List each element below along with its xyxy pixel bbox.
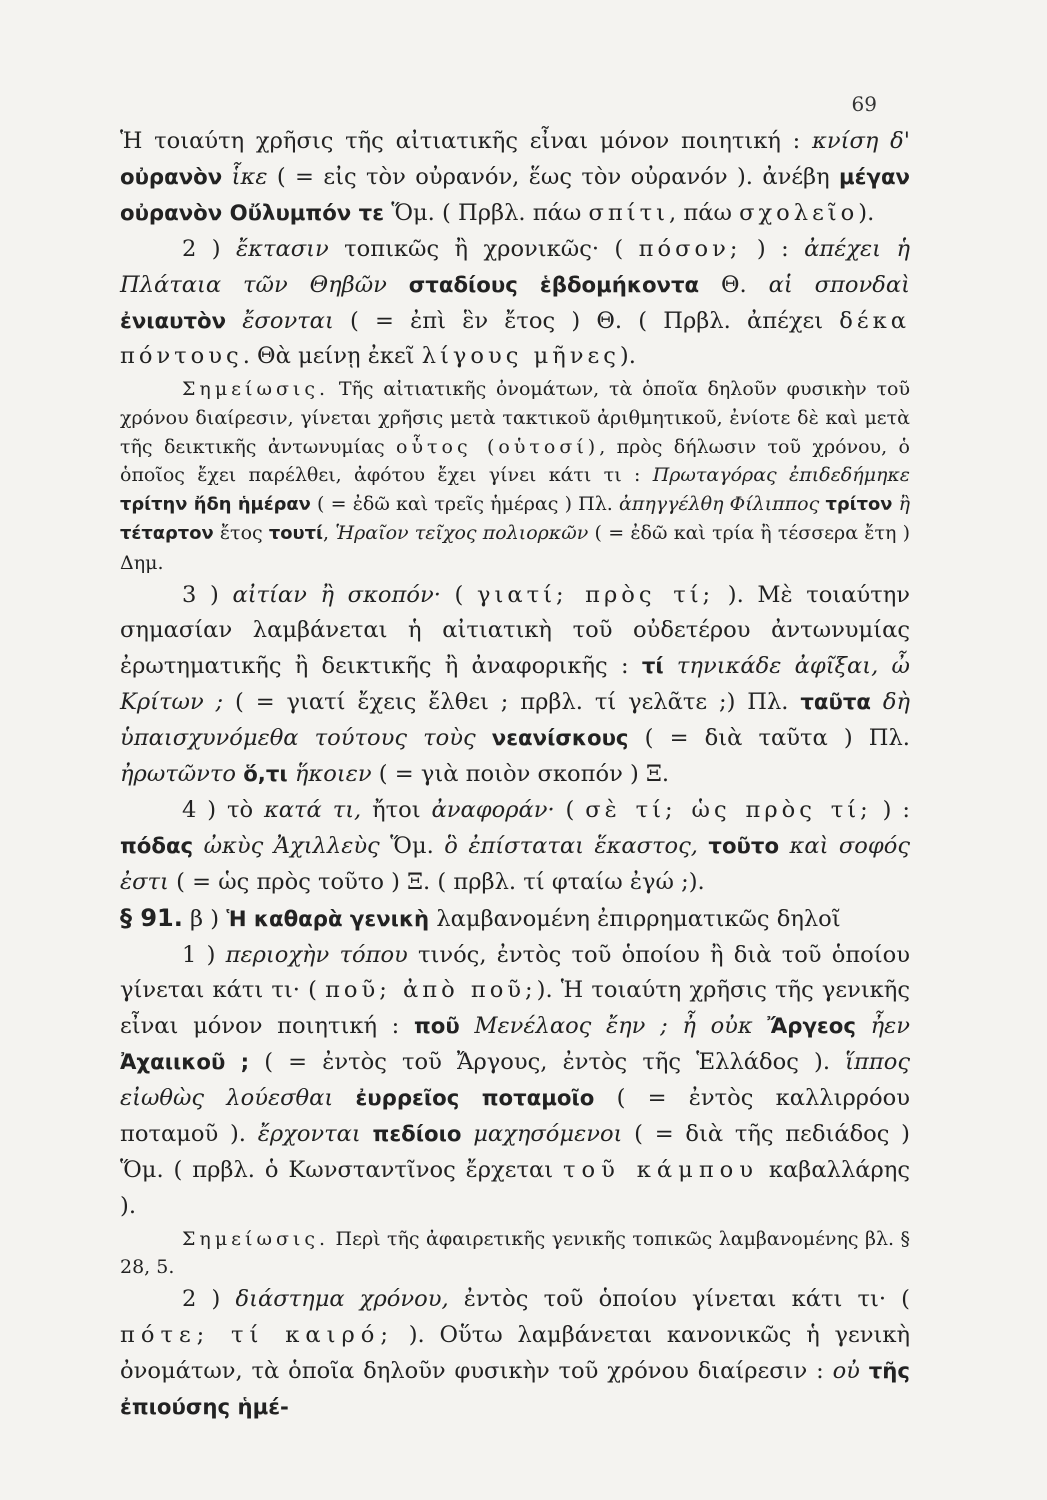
- page-number: 69: [851, 92, 877, 116]
- note-time-division: Σημείωσις. Τῆς αἰτιατικῆς ὀνομάτων, τὰ ὁποῖα δηλοῦν φυσικὴν τοῦ χρόνου διαίρεσιν, γίνεται χρῆσις μετὰ τακτικοῦ ἀριθμητικοῦ, ἐνίοτε δὲ καὶ μετὰ τῆς δεικτικῆς ἀντωνυμίας οὗτος (οὑτοσί), πρὸς δήλωσιν τοῦ χρόνου, ὁ ὁποῖος ἔχει παρέλθει, ἀφότου ἔχει γίνει κάτι τι : Πρωταγόρας ἐπιδεδήμηκε τρίτην ἤδη ἡμέραν ( = ἐδῶ καὶ τρεῖς ἡμέρας ) Πλ. ἀπηγγέλθη Φίλιππος τρίτον ἢ τέταρτον ἔτος τουτί, Ἡραῖον τεῖχος πολιορκῶν ( = ἐδῶ καὶ τρία ἢ τέσσερα ἔτη ) Δημ.: [120, 378, 910, 574]
- paragraph-cause-purpose: 3 ) αἰτίαν ἢ σκοπόν· ( γιατί; πρὸς τί; ). Μὲ τοιαύτην σημασίαν λαμβάνεται ἡ αἰτιατικὴ τοῦ οὐδετέρου ἀντωνυμίας ἐρωτηματικῆς ἢ δεικτικῆς ἢ ἀναφορικῆς : τί τηνικάδε ἀφῖξαι, ὦ Κρίτων ; ( = γιατί ἔχεις ἔλθει ; πρβλ. τί γελᾶτε ;) Πλ. ταῦτα δὴ ὑπαισχυνόμεθα τούτους τοὺς νεανίσκους ( = διὰ ταῦτα ) Πλ. ἠρωτῶντο ὅ,τι ἥκοιεν ( = γιὰ ποιὸν σκοπόν ) Ξ.: [120, 581, 911, 788]
- paragraph-extent: 2 ) ἔκτασιν τοπικῶς ἢ χρονικῶς· ( πόσον; ) : ἀπέχει ἡ Πλάταια τῶν Θηβῶν σταδίους ἑβδομήκοντα Θ. αἱ σπονδαὶ ἐνιαυτὸν ἔσονται ( = ἐπὶ ἓν ἔτος ) Θ. ( Πρβλ. ἀπέχει δέκα πόντους. Θὰ μείνῃ ἐκεῖ λίγους μῆνες).: [120, 235, 910, 370]
- section-heading-91: § 91. β ) Ἡ καθαρὰ γενικὴ λαμβανομένη ἐπιρρηματικῶς δηλοῖ: [120, 903, 841, 932]
- paragraph-accusative-poetic: Ἡ τοιαύτη χρῆσις τῆς αἰτιατικῆς εἶναι μόνον ποιητική : κνίση δ' οὐρανὸν ἷκε ( = εἰς τὸν οὐρανόν, ἕως τὸν οὐρανόν ). ἀνέβη μέγαν οὐρανὸν Οὔλυμπόν τε Ὅμ. ( Πρβλ. πάω σπίτι, πάω σχολεῖο).: [120, 128, 910, 226]
- paragraph-time-interval: 2 ) διάστημα χρόνου, ἐντὸς τοῦ ὁποίου γίνεται κάτι τι· ( πότε; τί καιρό; ). Οὕτω λαμβάνεται κανονικῶς ἡ γενικὴ ὀνομάτων, τὰ ὁποῖα δηλοῦν φυσικὴν τοῦ χρόνου διαίρεσιν : οὐ τῆς ἐπιούσης ἡμέ-: [120, 1286, 911, 1420]
- paragraph-reference: 4 ) τὸ κατά τι, ἤτοι ἀναφοράν· ( σὲ τί; ὡς πρὸς τί; ) : πόδας ὠκὺς Ἀχιλλεὺς Ὅμ. ὃ ἐπίσταται ἕκαστος, τοῦτο καὶ σοφός ἐστι ( = ὡς πρὸς τοῦτο ) Ξ. ( πρβλ. τί φταίω ἐγώ ;).: [120, 796, 910, 895]
- paragraph-place-region: 1 ) περιοχὴν τόπου τινός, ἐντὸς τοῦ ὁποίου ἢ διὰ τοῦ ὁποίου γίνεται κάτι τι· ( ποῦ; ἀπὸ ποῦ;). Ἡ τοιαύτη χρῆσις τῆς γενικῆς εἶναι μόνον ποιητική : ποῦ Μενέλαος ἔην ; ἦ οὐκ Ἄργεος ἦεν Ἀχαιικοῦ ; ( = ἐντὸς τοῦ Ἄργους, ἐντὸς τῆς Ἑλλάδος ). ἵππος εἰωθὼς λούεσθαι ἐυρρεῖος ποταμοῖο ( = ἐντὸς καλλιρρόου ποταμοῦ ). ἔρχονται πεδίοιο μαχησόμενοι ( = διὰ τῆς πεδιάδος ) Ὅμ. ( πρβλ. ὁ Κωνσταντῖνος ἔρχεται τοῦ κάμπου καβαλλάρης ).: [120, 941, 911, 1219]
- note-ablative-genitive: Σημείωσις. Περὶ τῆς ἀφαιρετικῆς γενικῆς τοπικῶς λαμβανομένης βλ. § 28, 5.: [120, 1227, 910, 1279]
- page-body: [120, 124, 910, 1426]
